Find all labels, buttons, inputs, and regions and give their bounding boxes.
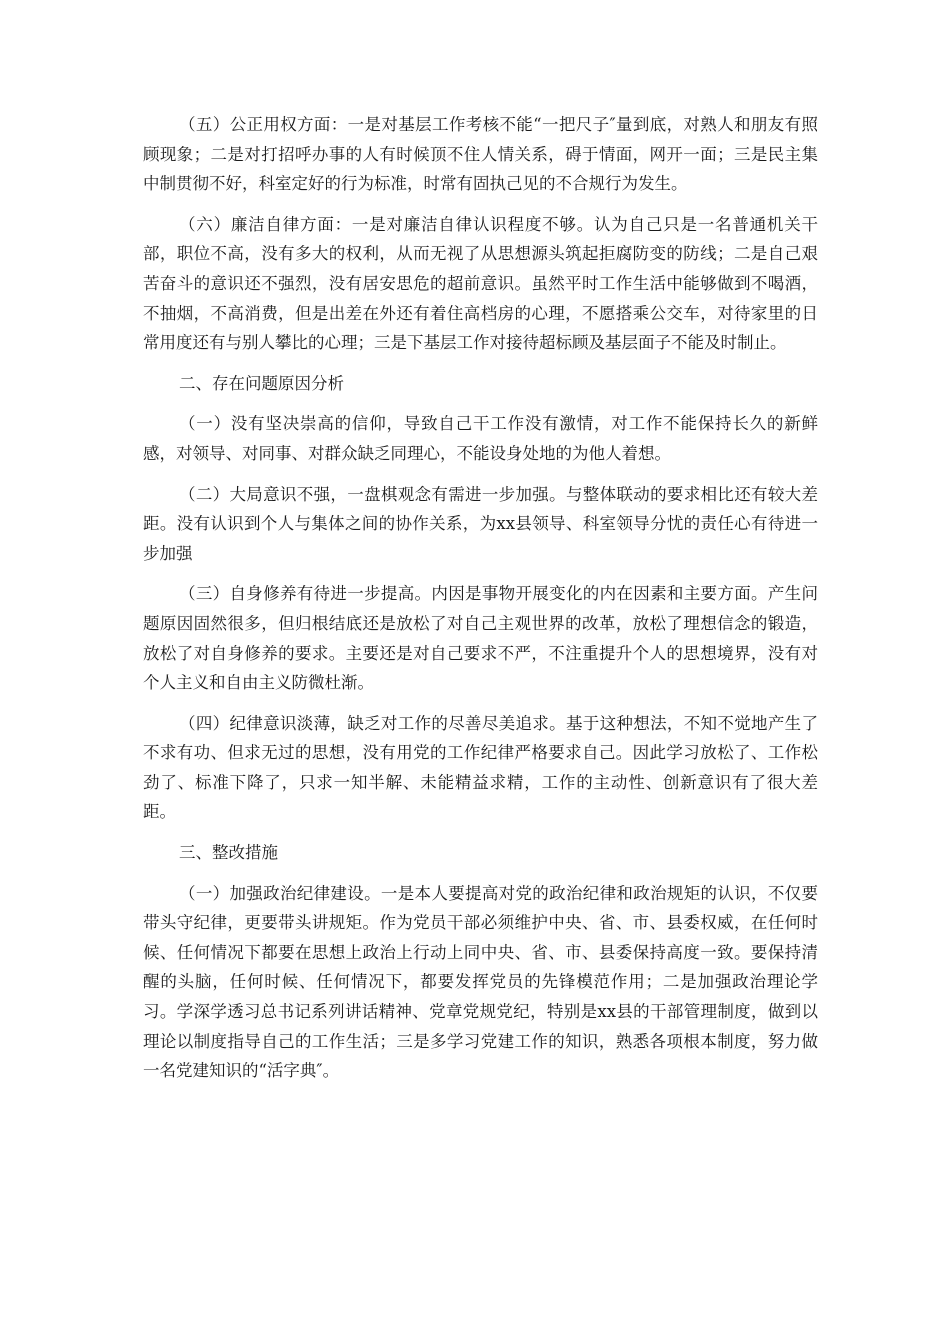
paragraph-cause-4: （四）纪律意识淡薄，缺乏对工作的尽善尽美追求。基于这种想法，不知不觉地产生了不求有功、但求无过的思想，没有用党的工作纪律严格要求自己。因此学习放松了、工作松劲了、标准下降了，只求一知半解、未能精益求精，工作的主动性、创新意识有了很大差距。 [143,713,818,822]
paragraph-measure-1: （一）加强政治纪律建设。一是本人要提高对党的政治纪律和政治规矩的认识，不仅要带头守纪律，更要带头讲规矩。作为党员干部必须维护中央、省、市、县委权威，在任何时候、任何情况下都要在思想上政治上行动上同中央、省、市、县委保持高度一致。要保持清醒的头脑，任何时候、任何情况下，都要发挥党员的先锋模范作用；二是加强政治理论学习。学深学透习总书记系列讲话精神、党章党规党纪，特别是xx县的干部管理制度，做到以理论以制度指导自己的工作生活；三是多学习党建工作的知识，熟悉各项根本制度，努力做一名党建知识的“活字典″。 [143,883,818,1081]
paragraph-cause-3: （三）自身修养有待进一步提高。内因是事物开展变化的内在因素和主要方面。产生问题原因固然很多，但归根结底还是放松了对自己主观世界的改革，放松了理想信念的锻造，放松了对自身修养的要求。主要还是对自己要求不严，不注重提升个人的思想境界，没有对个人主义和自由主义防微杜渐。 [143,584,818,693]
section-heading-rectification: 三、整改措施 [179,843,278,863]
section-heading-cause-analysis: 二、存在问题原因分析 [179,373,344,393]
paragraph-self-discipline: （六）廉洁自律方面：一是对廉洁自律认识程度不够。认为自己只是一名普通机关干部，职位不高，没有多大的权利，从而无视了从思想源头筑起拒腐防变的防线；二是自己艰苦奋斗的意识还不强烈，没有居安思危的超前意识。虽然平时工作生活中能够做到不喝酒，不抽烟，不高消费，但是出差在外还有着住高档房的心理，不愿搭乘公交车，对待家里的日常用度还有与别人攀比的心理；三是下基层工作对接待超标顾及基层面子不能及时制止。 [143,214,818,353]
paragraph-fair-use-of-power: （五）公正用权方面：一是对基层工作考核不能“一把尺子″量到底，对熟人和朋友有照顾现象；二是对打招呼办事的人有时候顶不住人情关系，碍于情面，网开一面；三是民主集中制贯彻不好，科室定好的行为标准，时常有固执己见的不合规行为发生。 [143,115,818,194]
document-body [143,110,818,1097]
paragraph-cause-2: （二）大局意识不强，一盘棋观念有需进一步加强。与整体联动的要求相比还有较大差距。没有认识到个人与集体之间的协作关系，为xx县领导、科室领导分忧的责任心有待进一步加强 [143,484,818,563]
paragraph-cause-1: （一）没有坚决崇高的信仰，导致自己干工作没有激情，对工作不能保持长久的新鲜感，对领导、对同事、对群众缺乏同理心，不能设身处地的为他人着想。 [143,414,818,463]
